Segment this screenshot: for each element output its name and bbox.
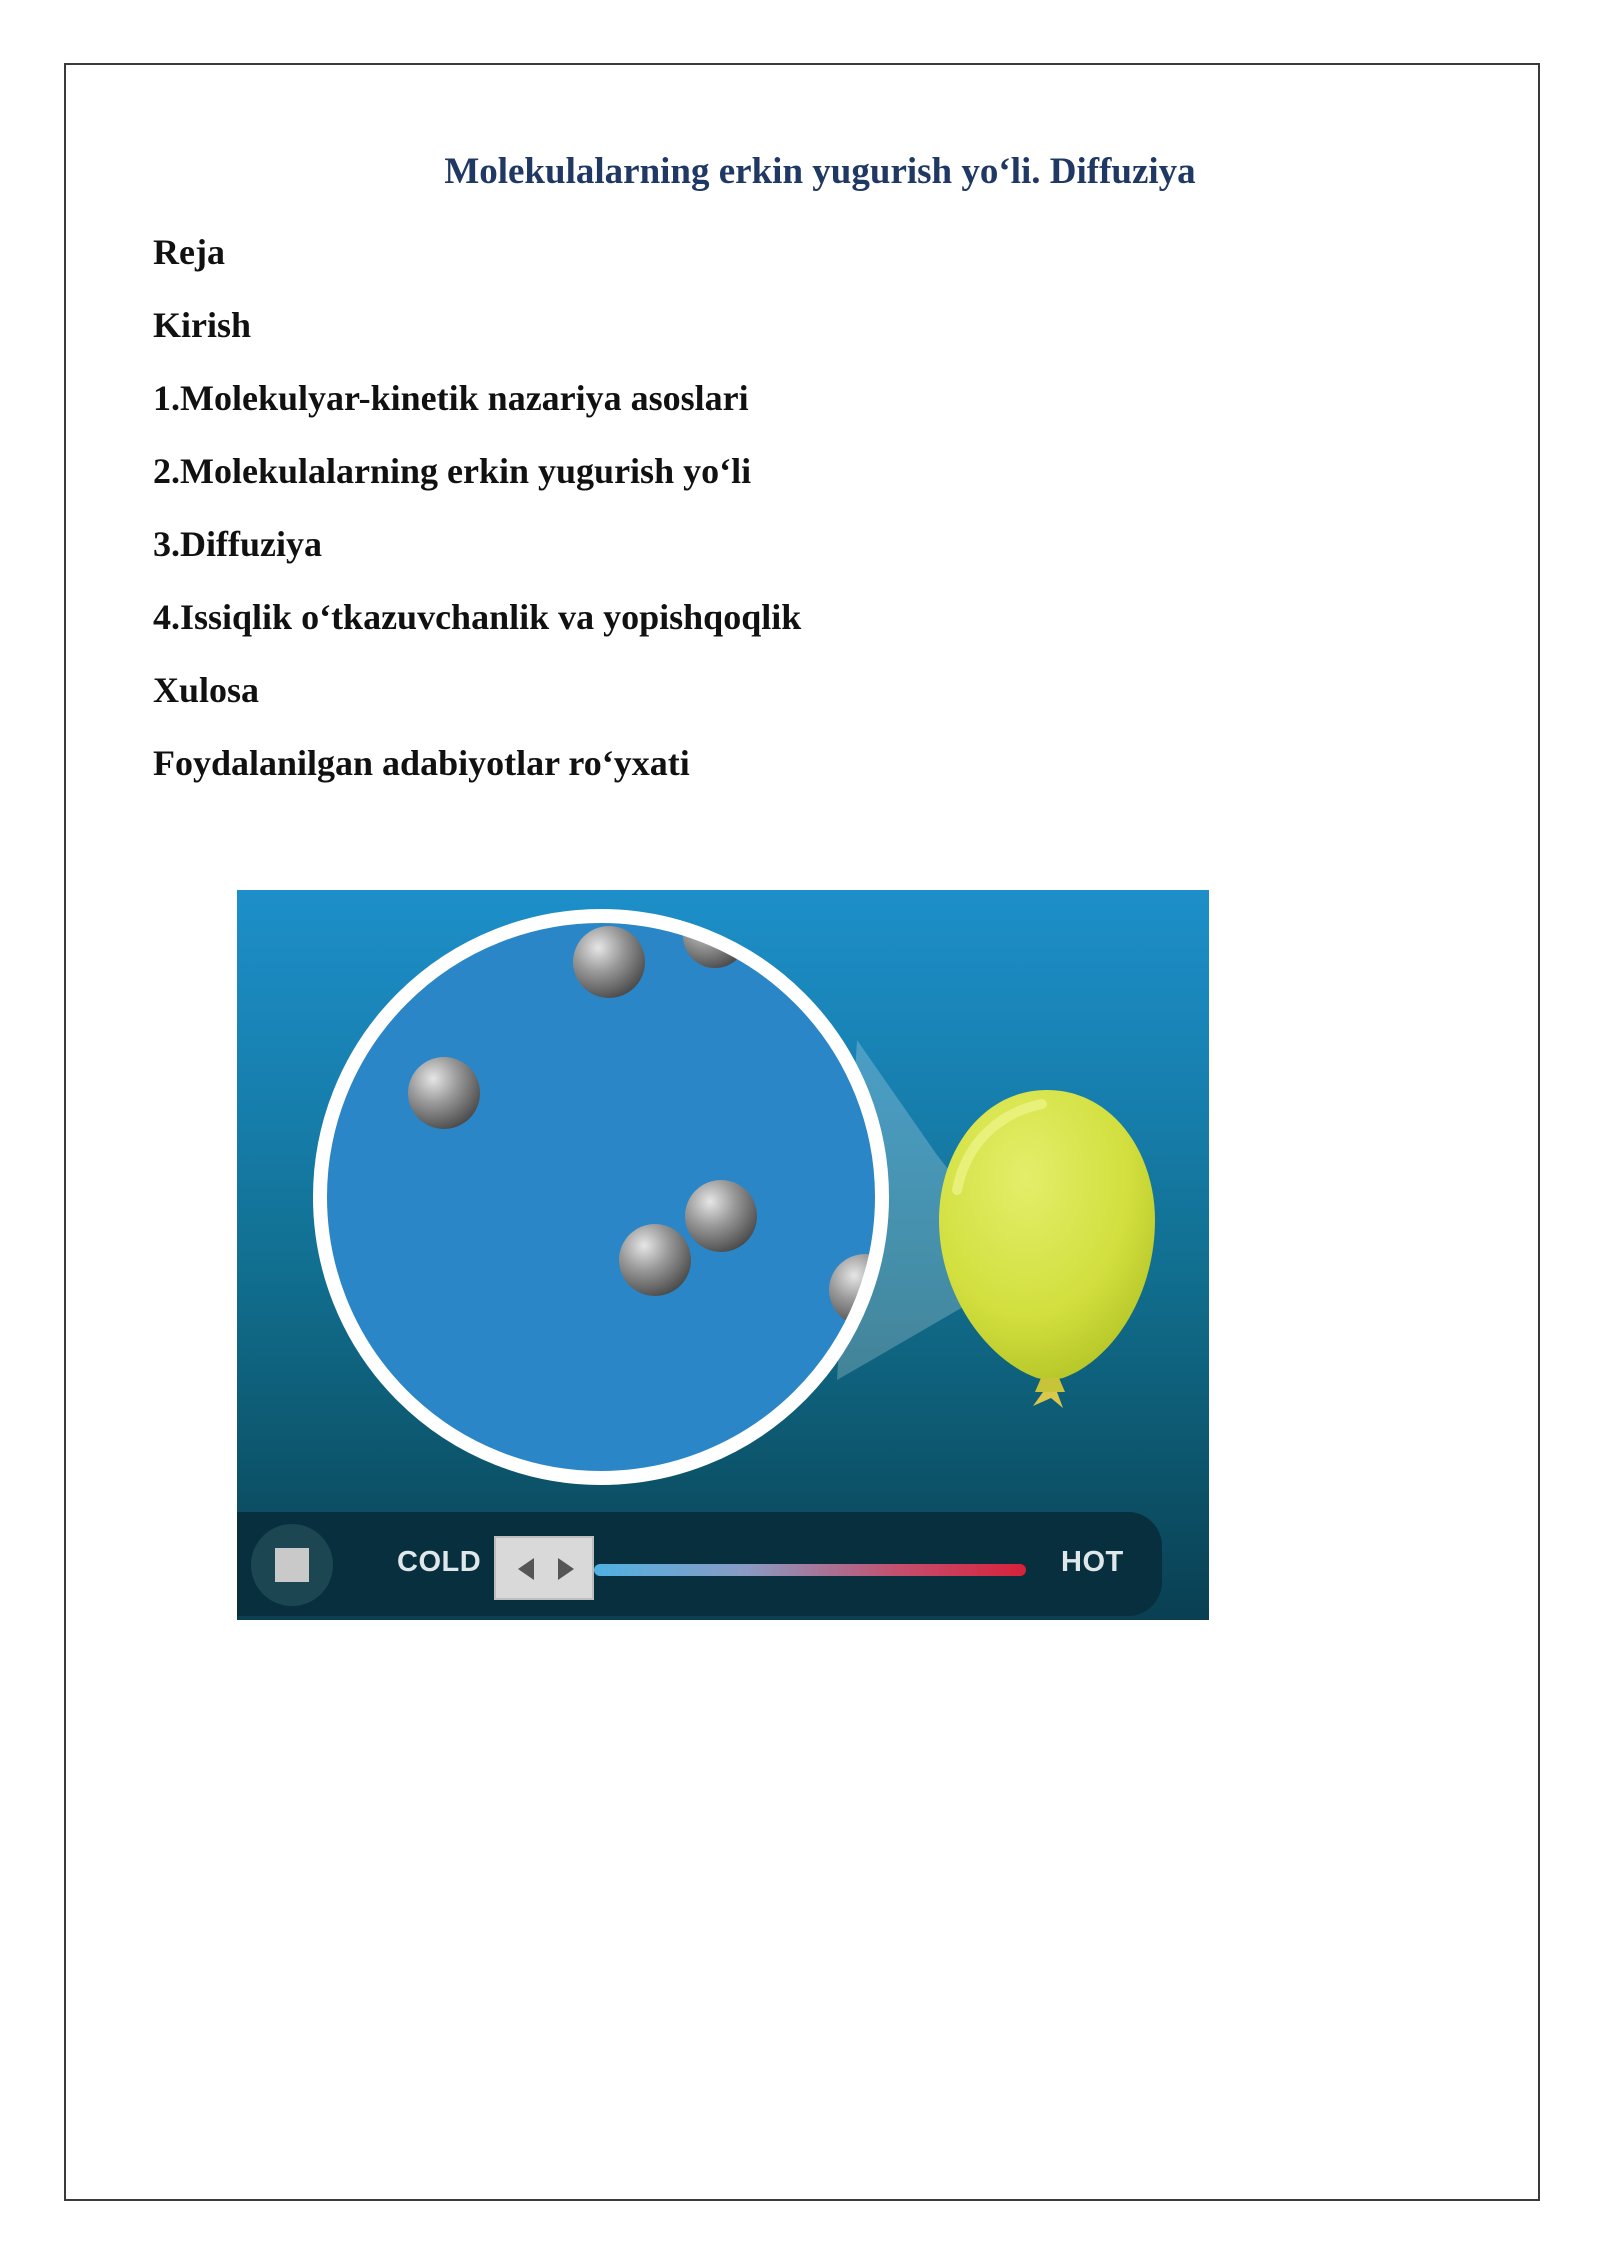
arrow-left-icon	[518, 1558, 534, 1580]
gas-molecule	[408, 1057, 480, 1129]
plan-item-references: Foydalanilgan adabiyotlar ro‘yxati	[153, 743, 690, 783]
plan-item-3: 3.Diffuziya	[153, 524, 322, 564]
cold-label: COLD	[397, 1546, 482, 1578]
plan-list	[153, 222, 801, 806]
plan-item-1: 1.Molekulyar-kinetik nazariya asoslari	[153, 378, 749, 418]
temperature-slider-handle[interactable]	[494, 1536, 594, 1600]
hot-label: HOT	[1061, 1546, 1124, 1578]
stop-button[interactable]	[251, 1524, 333, 1606]
gas-molecule	[619, 1224, 691, 1296]
plan-item-conclusion: Xulosa	[153, 670, 260, 710]
plan-item-4: 4.Issiqlik o‘tkazuvchanlik va yopishqoqlik	[153, 597, 802, 637]
arrow-right-icon	[558, 1558, 574, 1580]
figure-illustration	[237, 890, 1209, 1620]
temperature-control-bar	[237, 1512, 1162, 1616]
gas-molecules-figure	[237, 890, 1209, 1620]
balloon	[939, 1090, 1155, 1408]
document-title: Molekulalarning erkin yugurish yo‘li. Diffuziya	[444, 151, 1196, 192]
plan-item-2: 2.Molekulalarning erkin yugurish yo‘li	[153, 451, 752, 491]
temperature-slider-track[interactable]	[594, 1564, 1026, 1576]
stop-icon	[275, 1548, 309, 1582]
gas-molecule	[685, 1180, 757, 1252]
plan-heading: Reja	[153, 232, 225, 272]
plan-item-introduction: Kirish	[153, 305, 252, 345]
gas-molecule	[573, 926, 645, 998]
